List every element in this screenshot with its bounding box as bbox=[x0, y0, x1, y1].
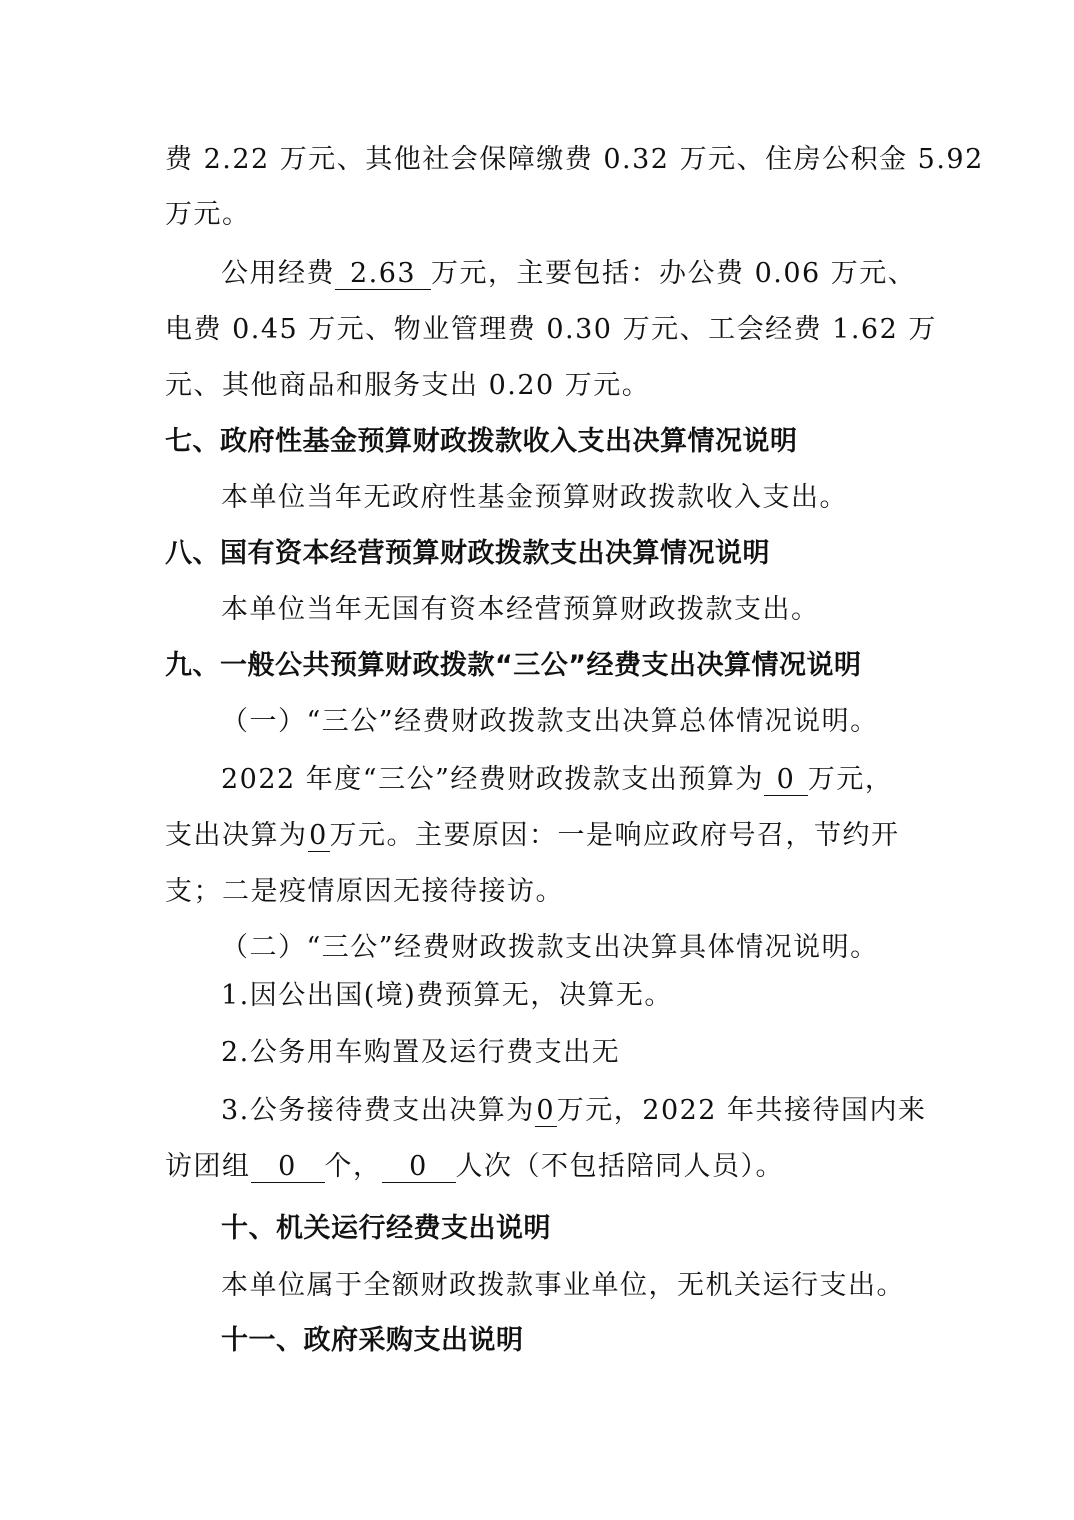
public-expense-detail: 万元，主要包括：办公费 0.06 万元、 bbox=[431, 258, 917, 289]
budget-unit: 万元， bbox=[807, 764, 894, 795]
section-8-heading: 八、国有资本经营预算财政拨款支出决算情况说明 bbox=[165, 538, 770, 569]
section-8-body: 本单位当年无国有资本经营预算财政拨款支出。 bbox=[221, 594, 820, 625]
item-3 bbox=[221, 1091, 927, 1131]
groups-unit: 个， bbox=[324, 1151, 382, 1182]
section-9-sub2: （二）“三公”经费财政拨款支出决算具体情况说明。 bbox=[221, 932, 879, 963]
public-expense-label: 公用经费 bbox=[221, 258, 335, 289]
budget-label: 2022 年度“三公”经费财政拨款支出预算为 bbox=[221, 764, 764, 795]
section-10-body: 本单位属于全额财政拨款事业单位，无机关运行支出。 bbox=[221, 1270, 905, 1301]
paragraph-line: 万元。 bbox=[165, 199, 251, 230]
paragraph-line: 电费 0.45 万元、物业管理费 0.30 万元、工会经费 1.62 万 bbox=[165, 314, 937, 345]
section-9-sub1: （一）“三公”经费财政拨款支出决算总体情况说明。 bbox=[221, 706, 879, 737]
section-7-heading: 七、政府性基金预算财政拨款收入支出决算情况说明 bbox=[165, 426, 798, 457]
section-9-heading: 九、一般公共预算财政拨款“三公”经费支出决算情况说明 bbox=[165, 650, 862, 681]
section-10-heading: 十、机关运行经费支出说明 bbox=[221, 1213, 551, 1244]
three-public-budget-line bbox=[221, 760, 915, 800]
reception-amount: 0 bbox=[536, 1095, 556, 1126]
persons-unit: 人次（不包括陪同人员）。 bbox=[455, 1151, 784, 1182]
section-7-body: 本单位当年无政府性基金预算财政拨款收入支出。 bbox=[221, 482, 848, 513]
persons-count: 0 bbox=[382, 1152, 456, 1183]
paragraph-line: 支；二是疫情原因无接待接访。 bbox=[165, 876, 564, 907]
three-public-final-line bbox=[165, 816, 915, 856]
final-reason: 万元。主要原因：一是响应政府号召，节约开 bbox=[329, 820, 900, 851]
reception-detail: 万元，2022 年共接待国内来 bbox=[556, 1095, 927, 1126]
reception-label: 3.公务接待费支出决算为 bbox=[221, 1095, 535, 1126]
groups-label: 访团组 bbox=[165, 1151, 251, 1182]
public-expense-amount: 2.63 bbox=[335, 259, 431, 290]
groups-count: 0 bbox=[251, 1152, 325, 1183]
item-1: 1.因公出国(境)费预算无，决算无。 bbox=[221, 980, 673, 1011]
budget-amount: 0 bbox=[764, 765, 808, 796]
final-amount: 0 bbox=[309, 820, 328, 851]
final-label: 支出决算为 bbox=[165, 820, 308, 851]
item-2: 2.公务用车购置及运行费支出无 bbox=[221, 1037, 621, 1068]
public-expense-line bbox=[221, 254, 915, 294]
paragraph-line: 费 2.22 万元、其他社会保障缴费 0.32 万元、住房公积金 5.92 bbox=[165, 144, 984, 175]
paragraph-line: 元、其他商品和服务支出 0.20 万元。 bbox=[165, 370, 651, 401]
section-11-heading: 十一、政府采购支出说明 bbox=[221, 1325, 524, 1356]
item-3-line-2 bbox=[165, 1147, 915, 1187]
